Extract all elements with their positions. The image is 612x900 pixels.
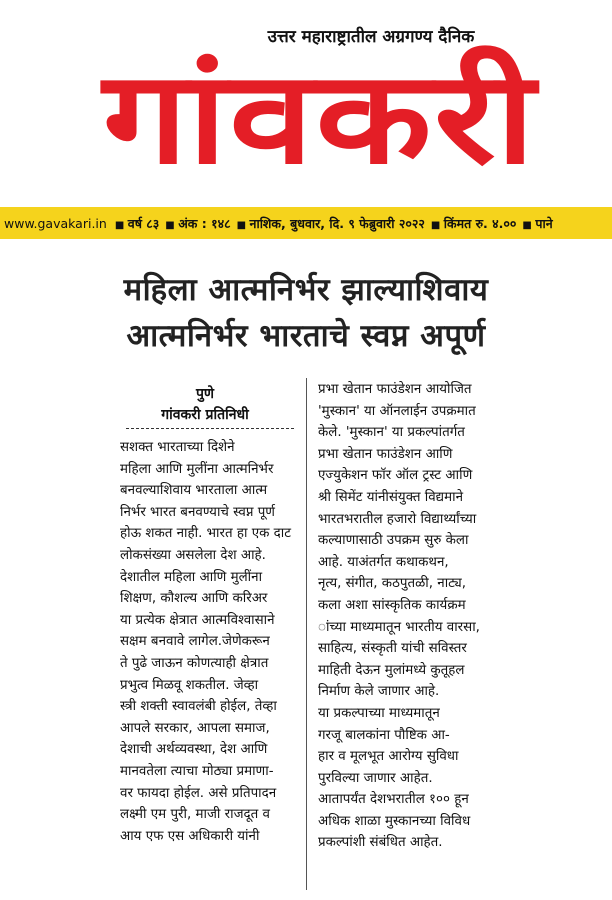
article-line: कला अशा सांस्कृतिक कार्यक्रम xyxy=(318,597,466,613)
issue-year: ■ वर्ष ८३ xyxy=(115,215,159,232)
article-line: देशातील महिला आणि मुलींना xyxy=(120,569,263,585)
article-line: महिला आणि मुलींना आत्मनिर्भर xyxy=(120,461,274,477)
article-line: लोकसंख्या असलेला देश आहे. xyxy=(120,547,266,563)
byline-city: पुणे xyxy=(195,386,215,402)
article-line: देशाची अर्थव्यवस्था, देश आणि xyxy=(120,742,268,758)
article-line: अधिक शाळा मुस्कानच्या विविध xyxy=(318,813,471,829)
article-line: हार व मूलभूत आरोग्य सुविधा xyxy=(318,749,459,765)
headline-line-1: महिला आत्मनिर्भर झाल्याशिवाय xyxy=(123,272,489,308)
article-line: या प्रत्येक क्षेत्रात आत्मविश्वासाने xyxy=(120,612,275,628)
article-line: माहिती देऊन मुलांमध्ये कुतूहल xyxy=(318,662,465,678)
headline-line-2: आत्मनिर्भर भारताचे स्वप्न अपूर्ण xyxy=(126,318,486,354)
article-line: प्रभा खेतान फाउंडेशन आयोजित xyxy=(318,382,472,397)
article-line: शिक्षण, कौशल्य आणि करिअर xyxy=(120,591,268,607)
article-line: 'मुस्कान' या ऑनलाईन उपक्रमात xyxy=(318,403,476,419)
article-line: मानवतेला त्याचा मोठ्या प्रमाणा- xyxy=(120,763,274,779)
article-line: स्त्री शक्ती स्वावलंबी होईल, तेव्हा xyxy=(120,699,277,715)
article-line: साहित्य, संस्कृती यांची सविस्तर xyxy=(318,641,467,657)
byline-divider xyxy=(126,428,294,429)
masthead-tagline: उत्तर महाराष्ट्रातील अग्रगण्य दैनिक xyxy=(267,27,475,47)
article-line: आय एफ एस अधिकारी यांनी xyxy=(120,828,260,844)
article-line: कल्याणासाठी उपक्रम सुरु केला xyxy=(318,533,469,549)
article-line: ांच्या माध्यमातून भारतीय वारसा, xyxy=(318,619,480,635)
article-line: श्री सिमेंट यांनीसंयुक्त विद्यमाने xyxy=(318,489,464,505)
article-line: गरजू बालकांना पौष्टिक आ- xyxy=(318,727,450,743)
website-link[interactable]: www.gavakari.in xyxy=(4,215,107,231)
article-line: ते पुढे जाऊन कोणत्याही क्षेत्रात xyxy=(120,655,269,671)
newspaper-logo: गांवकरी xyxy=(102,44,538,193)
article-line: प्रकल्पांशी संबंधित आहेत. xyxy=(318,835,443,851)
article-line: सक्षम बनवावे लागेल.जेणेकरून xyxy=(120,634,270,650)
article-line: लक्ष्मी एम पुरी, माजी राजदूत व xyxy=(120,807,270,823)
article-column-left xyxy=(120,437,298,847)
article-line: भारतभरातील हजारो विद्यार्थ्यांच्या xyxy=(318,511,477,527)
issue-pages: ■ पाने xyxy=(522,215,552,232)
article-line: पुरविल्या जाणार आहेत. xyxy=(318,770,433,786)
issue-price: ■ किंमत रु. ४.०० xyxy=(431,215,517,232)
column-divider xyxy=(306,378,307,890)
article-line: या प्रकल्पाच्या माध्यमातून xyxy=(318,705,440,721)
article-line: आपले सरकार, आपला समाज, xyxy=(120,720,270,736)
issue-number: ■ अंक : १४८ xyxy=(165,215,230,232)
article-line: निर्माण केले जाणार आहे. xyxy=(318,684,440,700)
article-line: निर्भर भारत बनवण्याचे स्वप्न पूर्ण xyxy=(120,504,275,520)
article-line: सशक्त भारताच्या दिशेने xyxy=(120,440,235,455)
article-line: आहे. याअंतर्गत कथाकथन, xyxy=(318,554,449,570)
article-column-right xyxy=(318,379,610,854)
byline-reporter: गांवकरी प्रतिनिधी xyxy=(161,407,249,423)
article-line: वर फायदा होईल. असे प्रतिपादन xyxy=(120,785,277,801)
article-line: एज्युकेशन फॉर ऑल ट्रस्ट आणि xyxy=(318,468,473,484)
issue-info-bar xyxy=(0,207,612,239)
article-line: केले. 'मुस्कान' या प्रकल्पांतर्गत xyxy=(318,425,465,441)
article-line: प्रभा खेतान फाउंडेशन आणि xyxy=(318,446,453,462)
article-line: आतापर्यंत देशभरातील १०० हून xyxy=(318,792,469,808)
article-line: होऊ शकत नाही. भारत हा एक दाट xyxy=(120,526,291,542)
issue-place-date: ■ नाशिक, बुधवार, दि. ९ फेब्रुवारी २०२२ xyxy=(237,215,425,232)
masthead xyxy=(0,0,612,205)
article-line: बनवल्याशिवाय भारताला आत्म xyxy=(120,483,268,499)
article-line: प्रभुत्व मिळवू शकतील. जेव्हा xyxy=(120,677,259,693)
article-line: नृत्य, संगीत, कठपुतळी, नाट्य, xyxy=(318,576,467,592)
